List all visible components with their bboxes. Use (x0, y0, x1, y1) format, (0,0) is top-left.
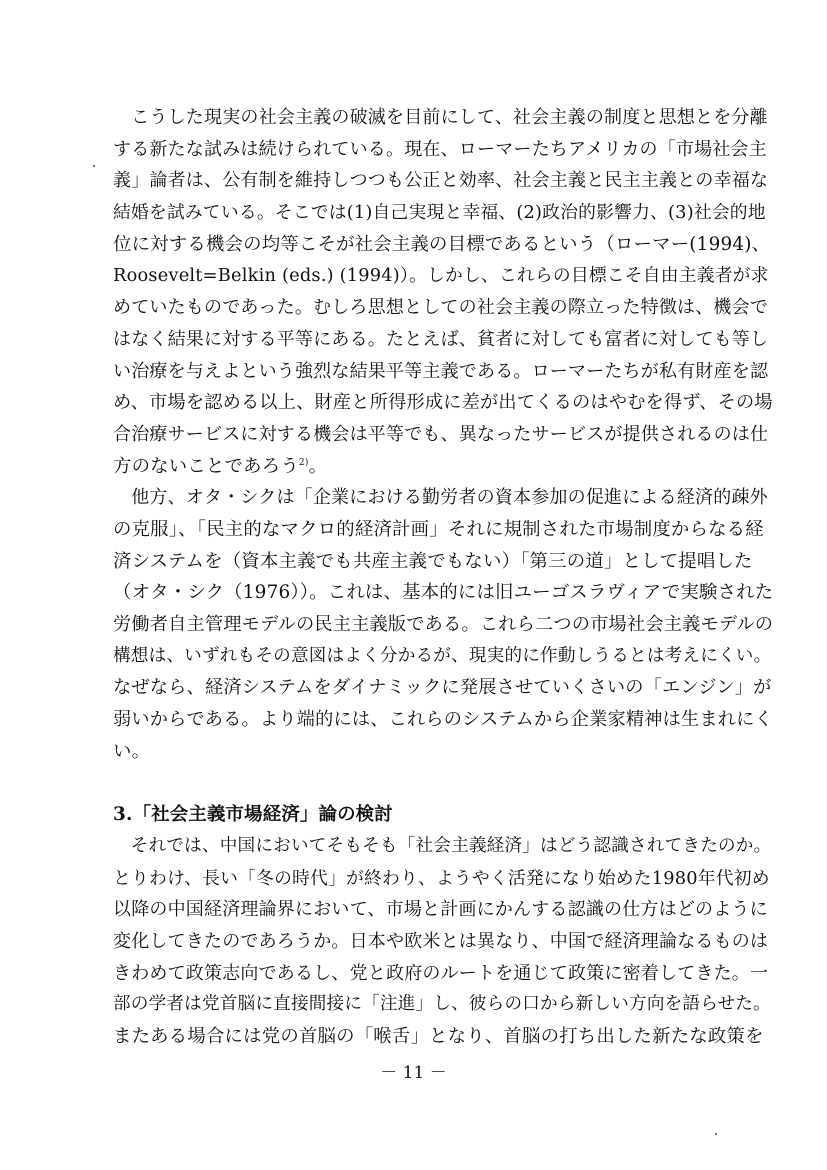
text-line: はなく結果に対する平等にある。たとえば、貧者に対しても富者に対しても等し (113, 328, 769, 350)
text-line: 以降の中国経済理論界において、市場と計画にかんする認識の仕方はどのように (113, 899, 768, 921)
body-text (113, 102, 773, 1053)
section-heading: 3.「社会主義市場経済」論の検討 (113, 804, 393, 826)
text-line: 結婚を試みている。そこでは(1)自己実現と幸福、(2)政治的影響力、(3)社会的地 (113, 202, 766, 224)
text-line: きわめて政策志向であるし、党と政府のルートを通じて政策に密着してきた。一 (113, 962, 769, 984)
text-line: （オタ・シク（1976））。これは、基本的には旧ユーゴスラヴィアで実験された (113, 582, 774, 604)
text-line: 義」論者は、公有制を維持しつつも公正と効率、社会主義と民主主義との幸福な (113, 170, 769, 192)
text-line: する新たな試みは続けられている。現在、ローマーたちアメリカの「市場社会主 (113, 138, 767, 160)
text-line: 位に対する機会の均等こそが社会主義の目標であるという（ローマー(1994)、 (113, 233, 771, 255)
page-number: － 11 － (380, 1063, 447, 1083)
footnote-mark: 2) (298, 457, 309, 468)
text-line: めていたものであった。むしろ思想としての社会主義の際立った特徴は、機会で (113, 297, 769, 319)
text-line: なぜなら、経済システムをダイナミックに発展させていくさいの「エンジン」が (113, 677, 772, 699)
text-line: い。 (113, 740, 151, 762)
text-line: それでは、中国においてそもそも「社会主義経済」はどう認識されてきたのか。 (113, 835, 772, 856)
text-fragment: 。 (308, 455, 328, 477)
scan-speck (715, 1133, 717, 1135)
text-line: 済システムを（資本主義でも共産主義でもない）「第三の道」として提唱した (113, 550, 753, 572)
text-line: Roosevelt=Belkin (eds.) (1994)）。しかし、これらの目標こそ自由主義者が求 (113, 265, 769, 287)
text-fragment: 方のないことであろう (113, 455, 299, 477)
text-line: とりわけ、長い「冬の時代」が終わり、ようやく活発になり始めた1980年代初め (113, 867, 770, 889)
blank-line (113, 767, 773, 799)
text-line: 弱いからである。より端的には、これらのシステムから企業家精神は生まれにく (113, 709, 773, 731)
text-line: 他方、オタ・シクは「企業における勤労者の資本参加の促進による経済的疎外 (113, 487, 768, 509)
text-line: またある場合には党の首脳の「喉舌」となり、首脳の打ち出した新たな政策を (113, 1025, 764, 1047)
text-line: い治療を与えよという強烈な結果平等主義である。ローマーたちが私有財産を認 (113, 360, 769, 382)
text-line: 合治療サービスに対する機会は平等でも、異なったサービスが提供されるのは仕 (113, 423, 769, 445)
text-line: 労働者自主管理モデルの民主主義版である。これら二つの市場社会主義モデルの (113, 614, 774, 635)
text-line: 構想は、いずれもその意図はよく分かるが、現実的に作動しうるとは考えにくい。 (113, 645, 772, 666)
text-line: 変化してきたのであろうか。日本や欧米とは異なり、中国で経済理論なるものは (113, 930, 769, 952)
text-line-with-footnote (113, 451, 773, 483)
text-line: 部の学者は党首脳に直接間接に「注進」し、彼らの口から新しい方向を語らせた。 (113, 994, 771, 1015)
text-line: の克服」、「民主的なマクロ的経済計画」それに規制された市場制度からなる経 (113, 518, 764, 540)
text-line: め、市場を認める以上、財産と所得形成に差が出てくるのはやむを得ず、その場 (113, 392, 773, 414)
text-line: こうした現実の社会主義の破滅を目前にして、社会主義の制度と思想とを分離 (113, 107, 768, 128)
scan-speck (93, 165, 95, 167)
